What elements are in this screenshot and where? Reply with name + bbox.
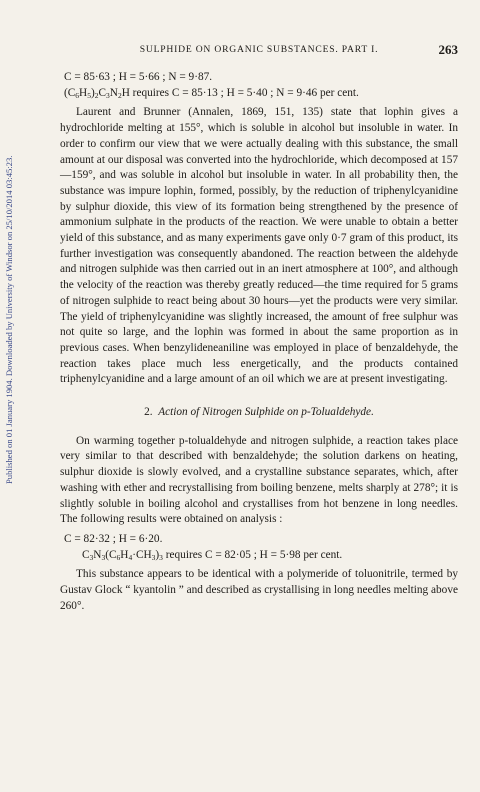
- page-body: [60, 70, 458, 615]
- paragraph-kyantolin: This substance appears to be identical with a polymeride of toluonitrile, termed by Gustav Glock “ kyantolin ” and described as crystallising in long needles melting above 260°.: [60, 568, 458, 612]
- analysis-required-1: $(C_6H_5)_2C_3N_2H$ requires C = 85·13 ; H = 5·40 ; N = 9·46 per cent.: [64, 86, 359, 100]
- running-header: [60, 44, 458, 60]
- page-number: 263: [438, 42, 458, 57]
- analysis-found-1: C = 85·63 ; H = 5·66 ; N = 9·87.: [64, 71, 213, 83]
- analysis-found-2: C = 82·32 ; H = 6·20.: [64, 532, 163, 545]
- paragraph-lophin: Laurent and Brunner (Annalen, 1869, 151, 135) state that lophin gives a hydrochloride melting at 155°, which is soluble in alcohol but insoluble in water. In order to confirm our view that we were actually dealing with this substance, the small amount at our disposal was converted into the hydrochloride, which decomposed at 157—159°, and was soluble in alcohol but insoluble in water. In all probability then, the substance was impure lophin, formed, possibly, by the reduction of triphenylcyanidine by sulphur dioxide, this view of its formation being strengthened by the presence of ammonium sulphate in the products of the reaction. We were unable to obtain a better yield of this substance, and as many experiments gave only 0·7 gram of this product, its further investigation was consequently abandoned. The reaction between the aldehyde and nitrogen sulphide was then carried out in an inert atmosphere at 100°, and although the velocity of the reaction was thereby greatly reduced—the time required for 5 grams of nitrogen sulphide to react being about 30 hours—yet the products were very similar. The yield of triphenylcyanidine was slightly increased, the amount of free sulphur was not quite so large, and the lophin was formed in about the same proportion as in previous cases. When benzylideneaniline was employed in place of benzaldehyde, the reaction takes place much less energetically, and the products contained triphenylcyanidine and a large amount of an oil which we are at present investigating.: [60, 106, 458, 386]
- section-heading: 2. Action of Nitrogen Sulphide on p-Tolualdehyde.: [144, 406, 374, 419]
- analysis-required-2: $C_3N_3(C_6H_4\cdot CH_3)_3$ requires C = 82·05 ; H = 5·98 per cent.: [82, 548, 343, 562]
- running-title: SULPHIDE ON ORGANIC SUBSTANCES. PART I.: [139, 44, 379, 55]
- download-watermark: Published on 01 January 1904. Downloaded by University of Windsor on 25/10/2014 03:45:23.: [4, 155, 14, 485]
- paragraph-tolualdehyde: On warming together p-tolualdehyde and nitrogen sulphide, a reaction takes place very similar to that described with benzaldehyde; the solution darkens on heating, sulphur dioxide is slowly evolved, and a crystalline substance separates, which, after washing with ether and recrystallising from boiling benzene, melts sharply at 278°; it is slightly soluble in boiling alcohol and crystallises from hot benzene in long needles. The following results were obtained on analysis :: [60, 434, 458, 526]
